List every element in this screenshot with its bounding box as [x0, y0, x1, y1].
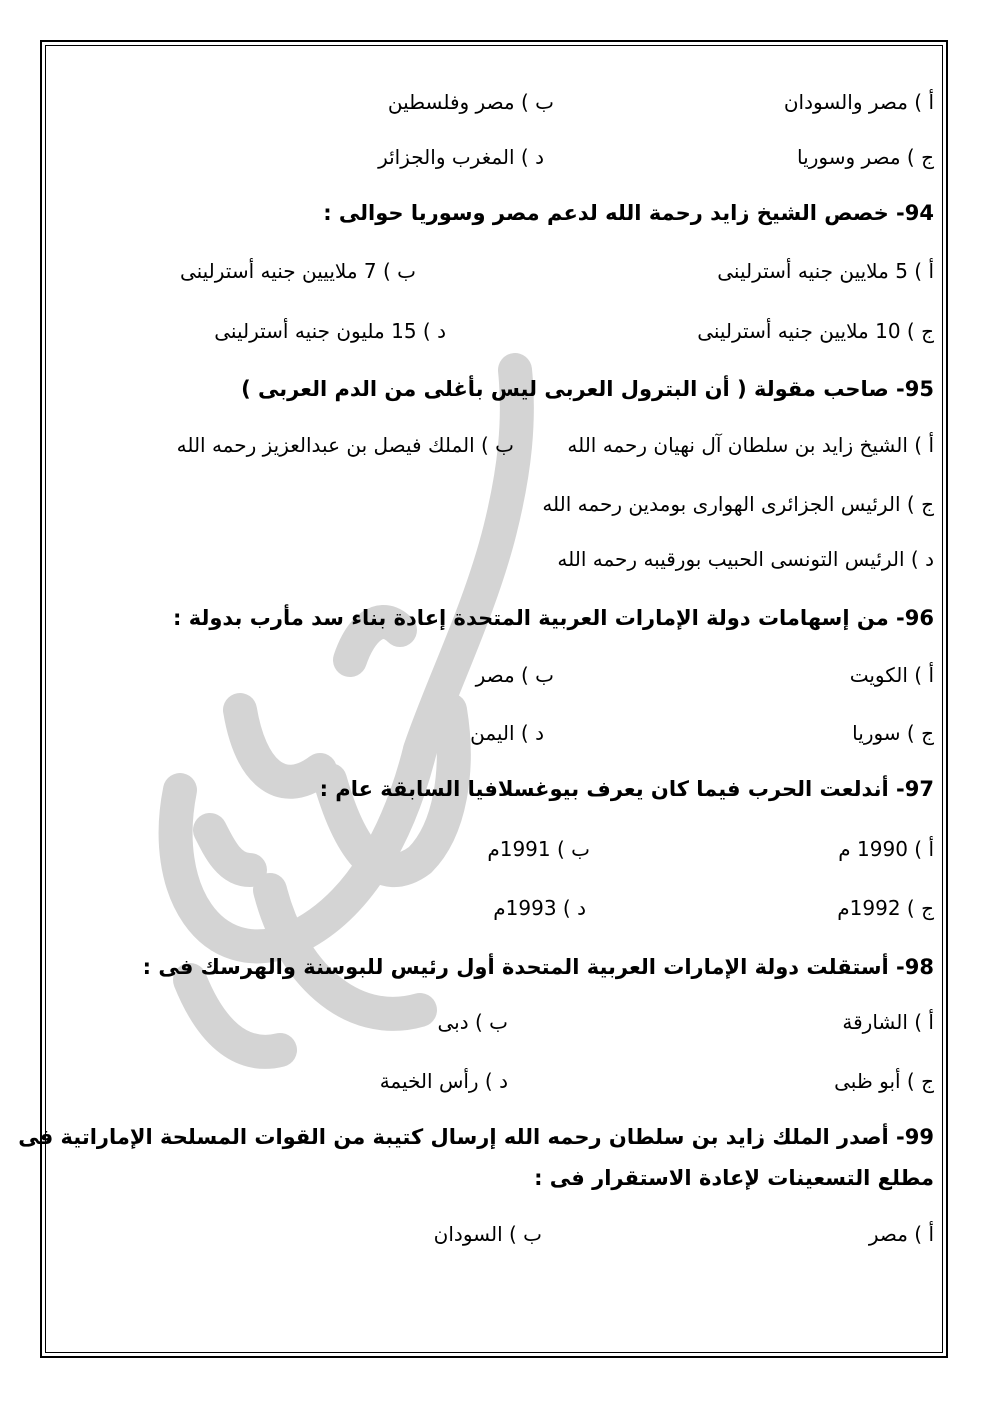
question-99-line-2: مطلع التسعينات لإعادة الاستقرار فى :	[534, 1166, 934, 1190]
q99-option-b: ب ) السودان	[433, 1222, 542, 1246]
q97-option-d: د ) 1993م	[493, 896, 586, 920]
q96-option-d: د ) اليمن	[470, 721, 544, 745]
q98-option-d: د ) رأس الخيمة	[379, 1069, 508, 1093]
question-97: 97- أندلعت الحرب فيما كان يعرف بيوغسلافيا السابقة عام :	[319, 777, 934, 801]
q97-option-c: ج ) 1992م	[837, 896, 934, 920]
question-96: 96- من إسهامات دولة الإمارات العربية المتحدة إعادة بناء سد مأرب بدولة :	[173, 606, 934, 630]
q98-option-a: أ ) الشارقة	[842, 1010, 934, 1034]
question-99-line-1: 99- أصدر الملك زايد بن سلطان رحمه الله إرسال كتيبة من القوات المسلحة الإماراتية فى	[18, 1125, 934, 1149]
question-94: 94- خصص الشيخ زايد رحمة الله لدعم مصر وسوريا حوالى :	[323, 201, 934, 225]
q99-option-a: أ ) مصر	[868, 1222, 934, 1246]
q93-option-d: د ) المغرب والجزائر	[378, 145, 544, 169]
q95-option-d: د ) الرئيس التونسى الحبيب بورقيبه رحمه الله	[557, 547, 934, 571]
q94-option-c: ج ) 10 ملايين جنيه أسترلينى	[697, 319, 934, 343]
q97-option-b: ب ) 1991م	[487, 837, 590, 861]
question-95: 95- صاحب مقولة ( أن البترول العربى ليس بأغلى من الدم العربى )	[241, 377, 934, 401]
q94-option-b: ب ) 7 ملاييين جنيه أسترلينى	[179, 259, 416, 283]
q98-option-c: ج ) أبو ظبى	[834, 1069, 934, 1093]
question-98: 98- أستقلت دولة الإمارات العربية المتحدة أول رئيس للبوسنة والهرسك فى :	[142, 955, 934, 979]
q96-option-a: أ ) الكويت	[849, 663, 934, 687]
q94-option-a: أ ) 5 ملايين جنيه أسترلينى	[717, 259, 934, 283]
q94-option-d: د ) 15 مليون جنيه أسترلينى	[214, 319, 446, 343]
q97-option-a: أ ) 1990 م	[838, 837, 934, 861]
q93-option-a: أ ) مصر والسودان	[783, 90, 934, 114]
q96-option-b: ب ) مصر	[475, 663, 554, 687]
q95-option-a: أ ) الشيخ زايد بن سلطان آل نهيان رحمه الله	[567, 433, 934, 457]
q98-option-b: ب ) دبى	[437, 1010, 508, 1034]
q95-option-c: ج ) الرئيس الجزائرى الهوارى بومدين رحمه الله	[542, 492, 934, 516]
q93-option-b: ب ) مصر وفلسطين	[387, 90, 554, 114]
q95-option-b: ب ) الملك فيصل بن عبدالعزيز رحمه الله	[176, 433, 514, 457]
q93-option-c: ج ) مصر وسوريا	[797, 145, 934, 169]
q96-option-c: ج ) سوريا	[852, 721, 934, 745]
